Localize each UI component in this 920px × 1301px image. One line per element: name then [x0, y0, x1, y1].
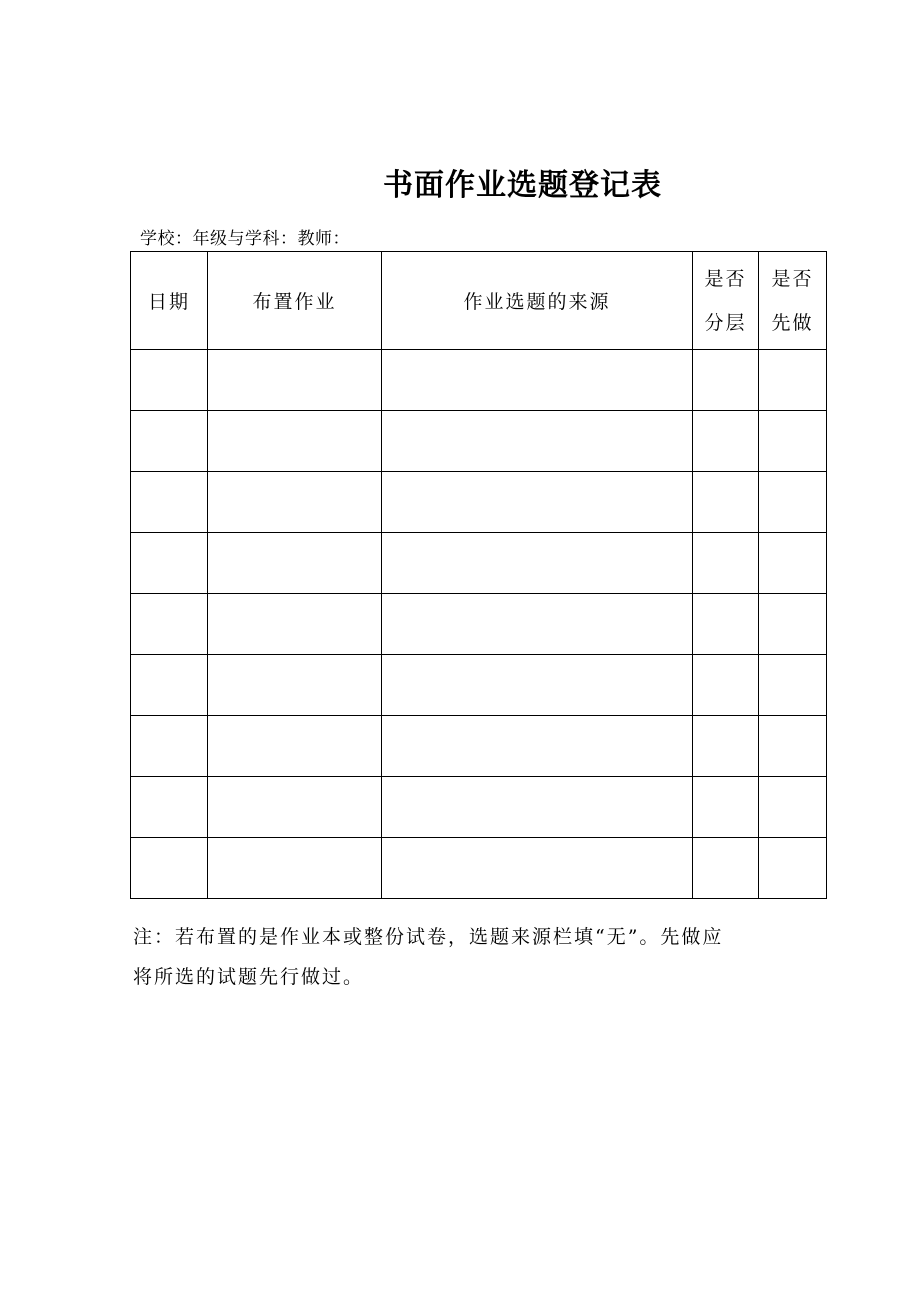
date-cell[interactable] [131, 411, 208, 472]
pre-done-cell[interactable] [759, 594, 827, 655]
header-layered-line2: 分层 [704, 311, 747, 334]
pre-done-cell[interactable] [759, 655, 827, 716]
assignment-cell[interactable] [208, 716, 382, 777]
source-cell[interactable] [382, 655, 693, 716]
source-cell[interactable] [382, 838, 693, 899]
pre-done-cell[interactable] [759, 716, 827, 777]
table-row [131, 655, 827, 716]
assignment-cell[interactable] [208, 777, 382, 838]
table-header-row [131, 252, 827, 350]
source-cell[interactable] [382, 777, 693, 838]
table-row [131, 777, 827, 838]
pre-done-cell[interactable] [759, 350, 827, 411]
layered-cell[interactable] [693, 350, 759, 411]
header-assignment: 布置作业 [208, 252, 382, 350]
pre-done-cell[interactable] [759, 838, 827, 899]
pre-done-cell[interactable] [759, 411, 827, 472]
layered-cell[interactable] [693, 716, 759, 777]
header-pre-done-line1: 是否 [771, 267, 814, 290]
source-cell[interactable] [382, 472, 693, 533]
pre-done-cell[interactable] [759, 777, 827, 838]
layered-cell[interactable] [693, 594, 759, 655]
register-table [130, 251, 827, 899]
footnote-line-1: 注：若布置的是作业本或整份试卷，选题来源栏填“无”。先做应 [133, 926, 724, 948]
source-cell[interactable] [382, 533, 693, 594]
pre-done-cell[interactable] [759, 472, 827, 533]
table-row [131, 350, 827, 411]
table-row [131, 411, 827, 472]
header-source: 作业选题的来源 [382, 252, 693, 350]
table-row [131, 533, 827, 594]
date-cell[interactable] [131, 655, 208, 716]
header-pre-done-line2: 先做 [771, 311, 814, 334]
source-cell[interactable] [382, 716, 693, 777]
assignment-cell[interactable] [208, 533, 382, 594]
table-row [131, 838, 827, 899]
date-cell[interactable] [131, 533, 208, 594]
form-meta-line: 学校：年级与学科：教师： [140, 229, 350, 249]
header-layered-line1: 是否 [704, 267, 747, 290]
layered-cell[interactable] [693, 533, 759, 594]
layered-cell[interactable] [693, 411, 759, 472]
assignment-cell[interactable] [208, 838, 382, 899]
layered-cell[interactable] [693, 838, 759, 899]
assignment-cell[interactable] [208, 655, 382, 716]
pre-done-cell[interactable] [759, 533, 827, 594]
assignment-cell[interactable] [208, 594, 382, 655]
assignment-cell[interactable] [208, 350, 382, 411]
header-date: 日期 [131, 252, 208, 350]
page-title: 书面作业选题登记表 [383, 168, 662, 203]
layered-cell[interactable] [693, 472, 759, 533]
date-cell[interactable] [131, 594, 208, 655]
date-cell[interactable] [131, 716, 208, 777]
source-cell[interactable] [382, 350, 693, 411]
footnote [133, 917, 833, 997]
table-row [131, 594, 827, 655]
header-pre-done [759, 252, 827, 350]
date-cell[interactable] [131, 777, 208, 838]
assignment-cell[interactable] [208, 411, 382, 472]
date-cell[interactable] [131, 838, 208, 899]
date-cell[interactable] [131, 472, 208, 533]
header-layered [693, 252, 759, 350]
footnote-line-2: 将所选的试题先行做过。 [133, 966, 365, 988]
layered-cell[interactable] [693, 655, 759, 716]
table-row [131, 716, 827, 777]
assignment-cell[interactable] [208, 472, 382, 533]
source-cell[interactable] [382, 594, 693, 655]
date-cell[interactable] [131, 350, 208, 411]
source-cell[interactable] [382, 411, 693, 472]
table-row [131, 472, 827, 533]
layered-cell[interactable] [693, 777, 759, 838]
table-body [131, 350, 827, 899]
